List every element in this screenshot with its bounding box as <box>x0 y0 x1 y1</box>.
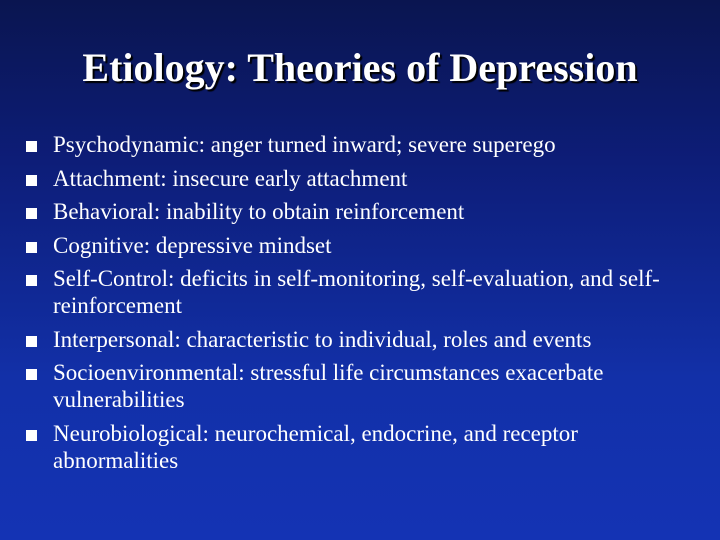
bullet-item <box>26 232 706 259</box>
bullet-item <box>26 326 706 353</box>
slide-title: Etiology: Theories of Depression <box>82 45 638 90</box>
square-bullet-icon <box>26 208 37 219</box>
square-bullet-icon <box>26 336 37 347</box>
bullet-text: Interpersonal: characteristic to individual, roles and events <box>53 326 592 352</box>
bullet-text: Self-Control: deficits in self-monitoring, self-evaluation, and self-reinforcement <box>53 266 660 318</box>
bullet-item <box>26 359 706 413</box>
square-bullet-icon <box>26 275 37 286</box>
bullet-item <box>26 198 706 225</box>
bullet-item <box>26 420 706 474</box>
square-bullet-icon <box>26 369 37 380</box>
bullet-text: Cognitive: depressive mindset <box>53 232 332 258</box>
bullet-text: Socioenvironmental: stressful life circumstances exacerbate vulnerabilities <box>53 360 604 412</box>
bullet-text: Psychodynamic: anger turned inward; severe superego <box>53 132 556 157</box>
bullet-text: Neurobiological: neurochemical, endocrine, and receptor abnormalities <box>53 420 578 473</box>
square-bullet-icon <box>26 141 37 152</box>
bullet-item <box>26 165 706 192</box>
bullet-list <box>26 131 706 480</box>
bullet-text: Attachment: insecure early attachment <box>53 165 408 191</box>
bullet-text: Behavioral: inability to obtain reinforcement <box>53 199 465 224</box>
square-bullet-icon <box>26 175 37 186</box>
square-bullet-icon <box>26 430 37 441</box>
square-bullet-icon <box>26 242 37 253</box>
bullet-item <box>26 265 706 319</box>
bullet-item <box>26 131 706 158</box>
